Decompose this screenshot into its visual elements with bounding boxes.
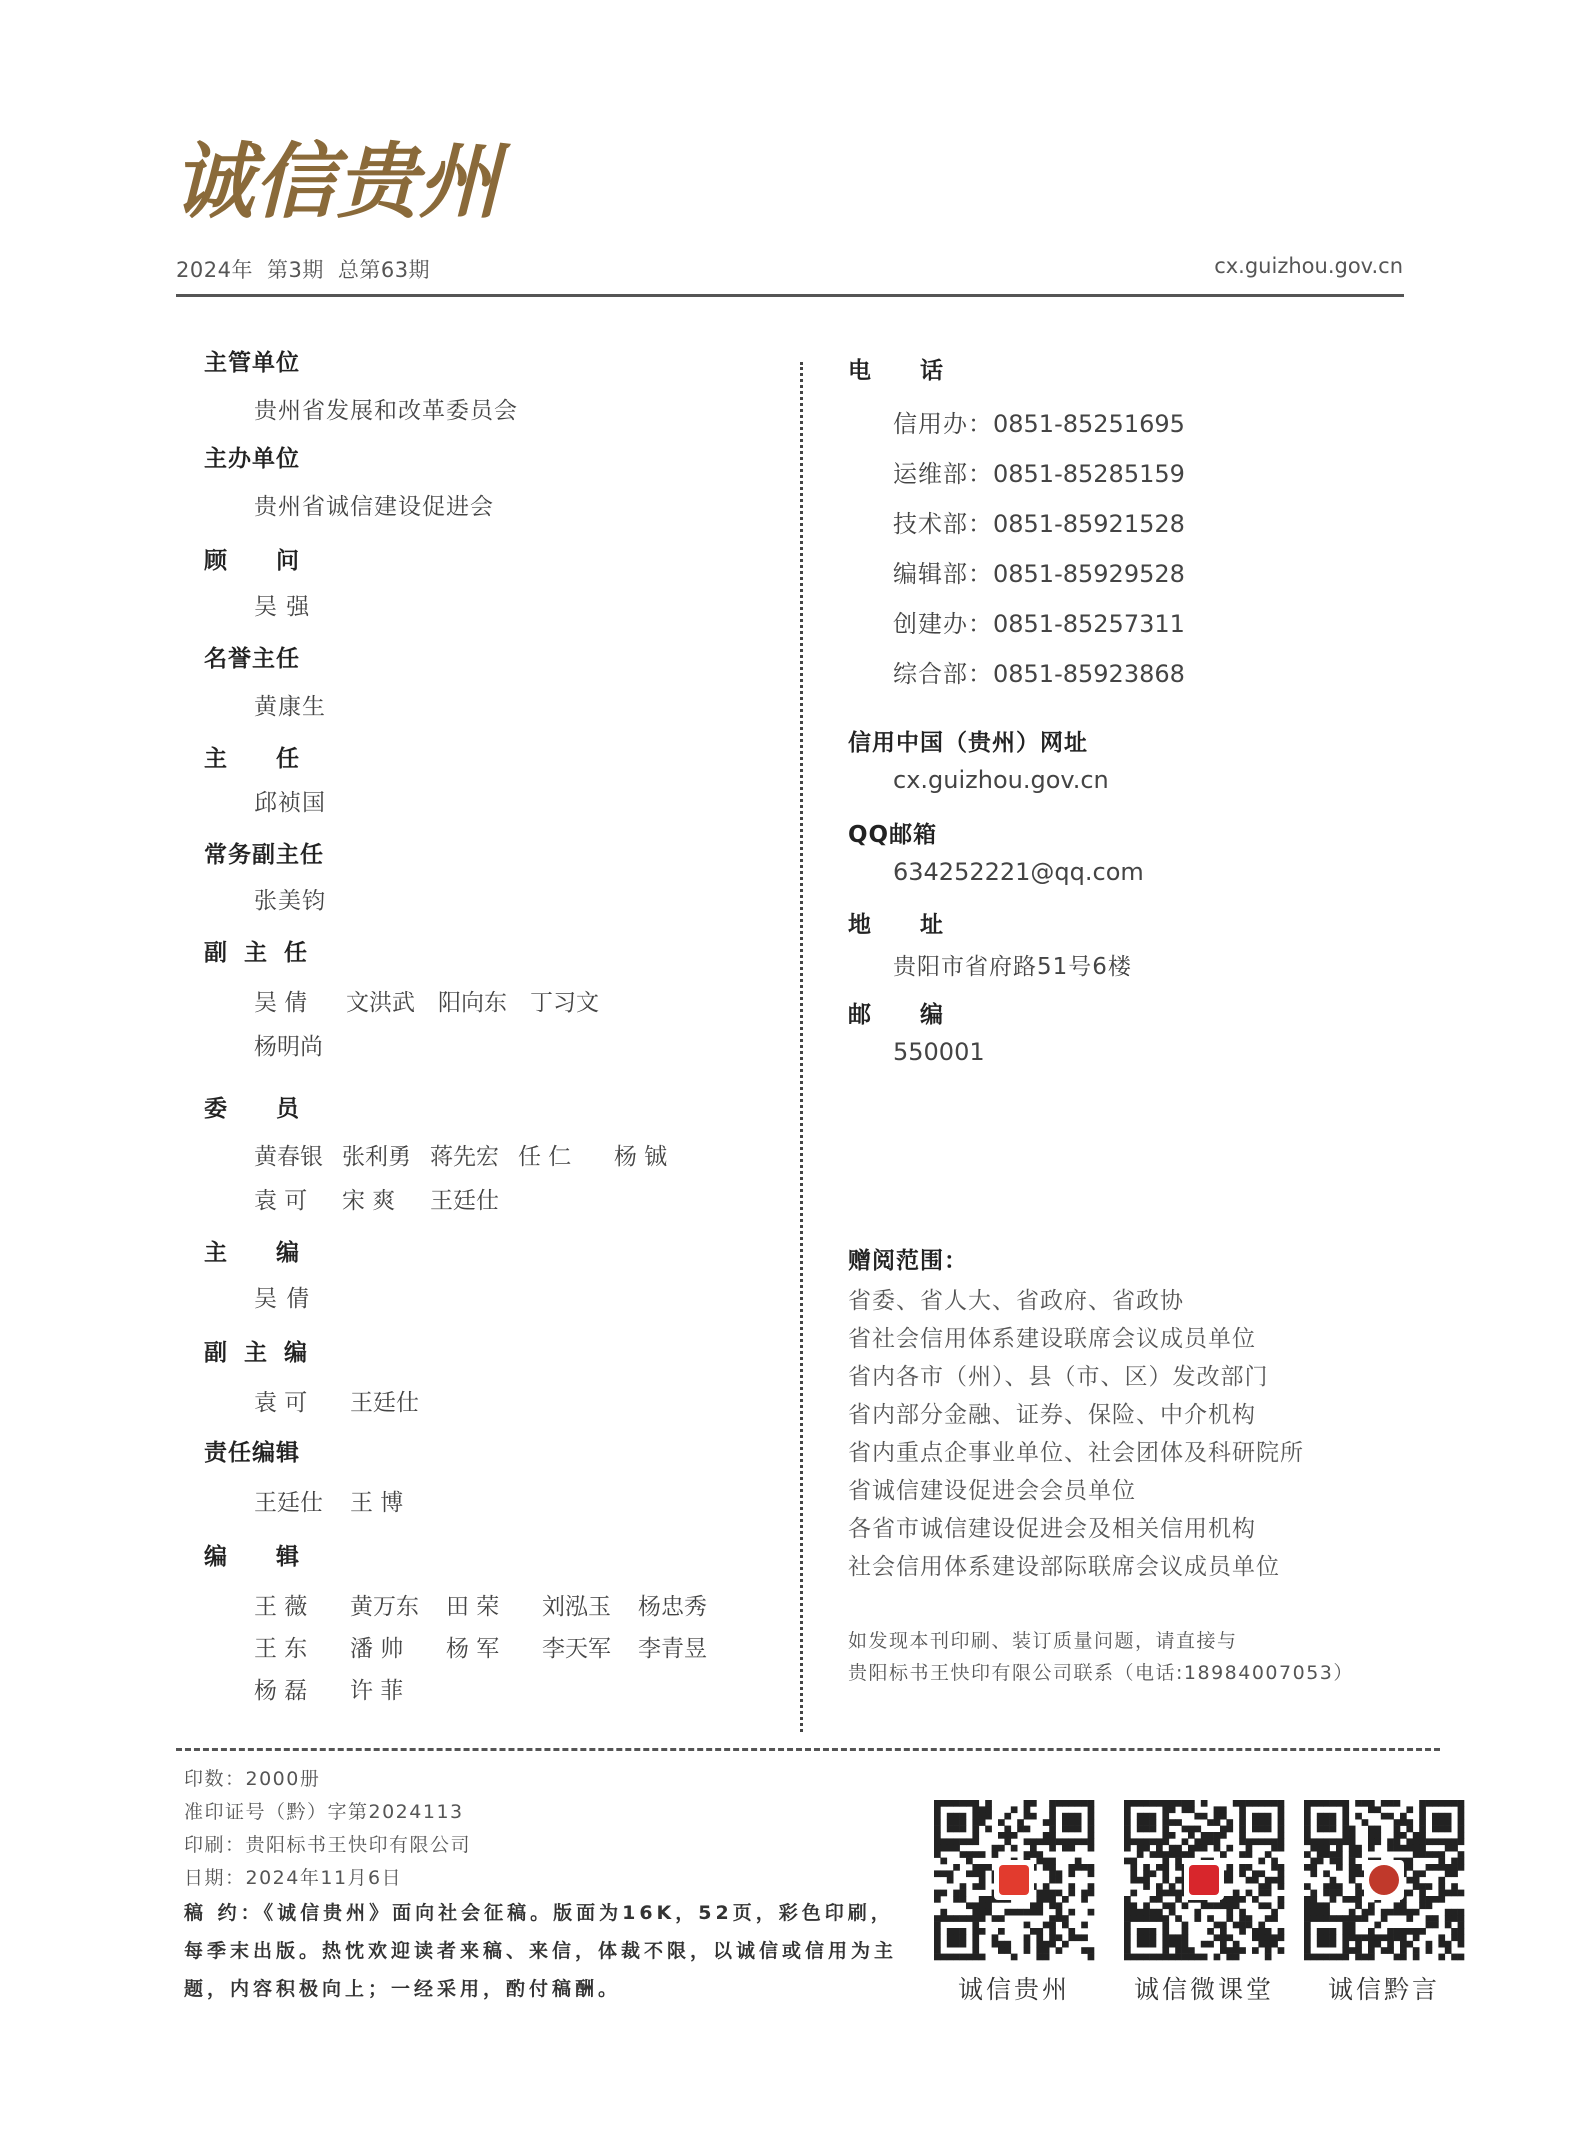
deputy-director-row2 <box>254 1028 323 1061</box>
name: 刘泓玉 <box>542 1594 611 1620</box>
name: 文洪武 <box>346 990 415 1016</box>
qr-code-icon[interactable] <box>1304 1800 1464 1960</box>
phone-item: 综合部：0851-85923868 <box>893 660 1185 688</box>
address-label: 地 址 <box>848 912 944 938</box>
masthead-logo <box>172 118 500 238</box>
name: 杨明尚 <box>254 1034 323 1060</box>
print-permit: 准印证号（黔）字第2024113 <box>184 1801 464 1823</box>
members-label: 委 员 <box>204 1096 300 1122</box>
qr-code-icon[interactable] <box>1124 1800 1284 1960</box>
name: 王 东 <box>254 1636 308 1662</box>
name: 田 荣 <box>446 1594 500 1620</box>
advisor-label: 顾 问 <box>204 548 300 574</box>
footer-divider <box>176 1748 1440 1751</box>
site-url[interactable]: cx.guizhou.gov.cn <box>893 766 1109 794</box>
honorary-director-name: 黄康生 <box>254 694 326 720</box>
qq-mail-label: QQ邮箱 <box>848 822 938 848</box>
responsible-editor-label: 责任编辑 <box>204 1440 300 1466</box>
distribution-item: 省内各市（州）、县（市、区）发改部门 <box>848 1364 1269 1390</box>
qr-label: 诚信黔言 <box>1327 1975 1440 2004</box>
phone-number[interactable]: 0851-85251695 <box>993 410 1185 438</box>
column-divider <box>800 362 803 1732</box>
qr-center-logo-icon <box>999 1865 1029 1895</box>
print-count: 印数：2000册 <box>184 1768 321 1790</box>
name: 任 仁 <box>518 1144 572 1170</box>
address-value: 贵阳市省府路51号6楼 <box>893 954 1132 980</box>
name: 宋 爽 <box>342 1188 396 1214</box>
quality-note-line2: 贵阳标书王快印有限公司联系（电话:18984007053） <box>848 1662 1354 1684</box>
name: 杨 磊 <box>254 1678 308 1704</box>
executive-deputy-name: 张美钧 <box>254 888 326 914</box>
qr-code-graphic <box>1124 1800 1284 1960</box>
submission-notice: 稿 约：《诚信贵州》面向社会征稿。版面为16K，52页，彩色印刷，每季末出版。热忱欢迎读者来稿、来信，体裁不限，以诚信或信用为主题，内容积极向上；一经采用，酌付稿酬。 <box>184 1902 898 2000</box>
print-date: 日期：2024年11月6日 <box>184 1867 403 1889</box>
qr-code-graphic <box>934 1800 1094 1960</box>
issue-total: 总第63期 <box>337 258 431 282</box>
qr-center-logo-icon <box>1189 1865 1219 1895</box>
phone-number[interactable]: 0851-85923868 <box>993 660 1185 688</box>
masthead-website[interactable]: cx.guizhou.gov.cn <box>1214 254 1403 278</box>
phone-number[interactable]: 0851-85921528 <box>993 510 1185 538</box>
honorary-director-label: 名誉主任 <box>204 646 300 672</box>
name: 杨 铖 <box>614 1144 668 1170</box>
distribution-item: 社会信用体系建设部际联席会议成员单位 <box>848 1554 1280 1580</box>
phone-number[interactable]: 0851-85257311 <box>993 610 1185 638</box>
deputy-editor-names <box>254 1384 446 1417</box>
supervisor-value: 贵州省发展和改革委员会 <box>254 398 518 424</box>
name: 王廷仕 <box>430 1188 499 1214</box>
name: 黄万东 <box>350 1594 419 1620</box>
name: 许 菲 <box>350 1678 404 1704</box>
distribution-item: 各省市诚信建设促进会及相关信用机构 <box>848 1516 1256 1542</box>
distribution-item: 省社会信用体系建设联席会议成员单位 <box>848 1326 1256 1352</box>
deputy-director-row1 <box>254 984 622 1017</box>
phone-number[interactable]: 0851-85929528 <box>993 560 1185 588</box>
qr-code-icon[interactable] <box>934 1800 1094 1960</box>
director-label: 主 任 <box>204 746 300 772</box>
deputy-director-label: 副 主 任 <box>204 940 308 966</box>
name: 王 薇 <box>254 1594 308 1620</box>
distribution-item: 省内重点企事业单位、社会团体及科研院所 <box>848 1440 1304 1466</box>
quality-note-line1: 如发现本刊印刷、装订质量问题，请直接与 <box>848 1630 1238 1652</box>
distribution-label: 赠阅范围： <box>848 1248 968 1274</box>
phone-label: 电 话 <box>848 358 944 384</box>
name: 黄春银 <box>254 1144 323 1170</box>
logo-text: 诚信贵州 <box>172 134 500 230</box>
supervisor-label: 主管单位 <box>204 350 300 376</box>
qr-label: 诚信微课堂 <box>1133 1975 1274 2004</box>
printer: 印刷：贵阳标书王快印有限公司 <box>184 1834 472 1856</box>
sponsor-label: 主办单位 <box>204 446 300 472</box>
phone-item: 创建办：0851-85257311 <box>893 610 1185 638</box>
name: 杨 军 <box>446 1636 500 1662</box>
chief-editor-label: 主 编 <box>204 1240 300 1266</box>
qq-mail-value[interactable]: 634252221@qq.com <box>893 858 1144 886</box>
name: 王廷仕 <box>350 1390 419 1416</box>
name: 袁 可 <box>254 1188 308 1214</box>
name: 阳向东 <box>438 990 507 1016</box>
qr-code-graphic <box>1304 1800 1464 1960</box>
postcode-label: 邮 编 <box>848 1002 944 1028</box>
name: 王 博 <box>350 1490 404 1516</box>
qr-label: 诚信贵州 <box>957 1975 1070 2004</box>
editors-row1 <box>254 1588 734 1621</box>
top-divider <box>176 294 1404 297</box>
name: 袁 可 <box>254 1390 308 1416</box>
name: 李天军 <box>542 1636 611 1662</box>
name: 丁习文 <box>530 990 599 1016</box>
name: 杨忠秀 <box>638 1594 707 1620</box>
name: 潘 帅 <box>350 1636 404 1662</box>
responsible-editor-names <box>254 1484 446 1517</box>
phone-item: 信用办：0851-85251695 <box>893 410 1185 438</box>
name: 蒋先宏 <box>430 1144 499 1170</box>
editors-row3 <box>254 1672 446 1705</box>
phone-item: 编辑部：0851-85929528 <box>893 560 1185 588</box>
editors-label: 编 辑 <box>204 1544 300 1570</box>
sponsor-value: 贵州省诚信建设促进会 <box>254 494 494 520</box>
distribution-item: 省内部分金融、证券、保险、中介机构 <box>848 1402 1256 1428</box>
deputy-editor-label: 副 主 编 <box>204 1340 308 1366</box>
qr-center-logo-icon <box>1369 1865 1399 1895</box>
advisor-name: 吴 强 <box>254 594 311 620</box>
site-label: 信用中国（贵州）网址 <box>848 730 1088 756</box>
issue-number: 第3期 <box>266 258 324 282</box>
phone-item: 运维部：0851-85285159 <box>893 460 1185 488</box>
name: 王廷仕 <box>254 1490 323 1516</box>
members-row1 <box>254 1138 710 1171</box>
name: 张利勇 <box>342 1144 411 1170</box>
name: 吴 倩 <box>254 990 308 1016</box>
postcode-value: 550001 <box>893 1038 985 1066</box>
editors-row2 <box>254 1630 734 1663</box>
phone-number[interactable]: 0851-85285159 <box>993 460 1185 488</box>
distribution-item: 省诚信建设促进会会员单位 <box>848 1478 1136 1504</box>
executive-deputy-label: 常务副主任 <box>204 842 324 868</box>
chief-editor-name: 吴 倩 <box>254 1286 311 1312</box>
name: 李青昱 <box>638 1636 707 1662</box>
issue-year: 2024年 <box>176 258 253 282</box>
members-row2 <box>254 1182 518 1215</box>
phone-item: 技术部：0851-85921528 <box>893 510 1185 538</box>
issue-info <box>176 254 444 284</box>
distribution-item: 省委、省人大、省政府、省政协 <box>848 1288 1184 1314</box>
director-name: 邱祯国 <box>254 790 326 816</box>
calligraphy-logo <box>172 118 500 238</box>
